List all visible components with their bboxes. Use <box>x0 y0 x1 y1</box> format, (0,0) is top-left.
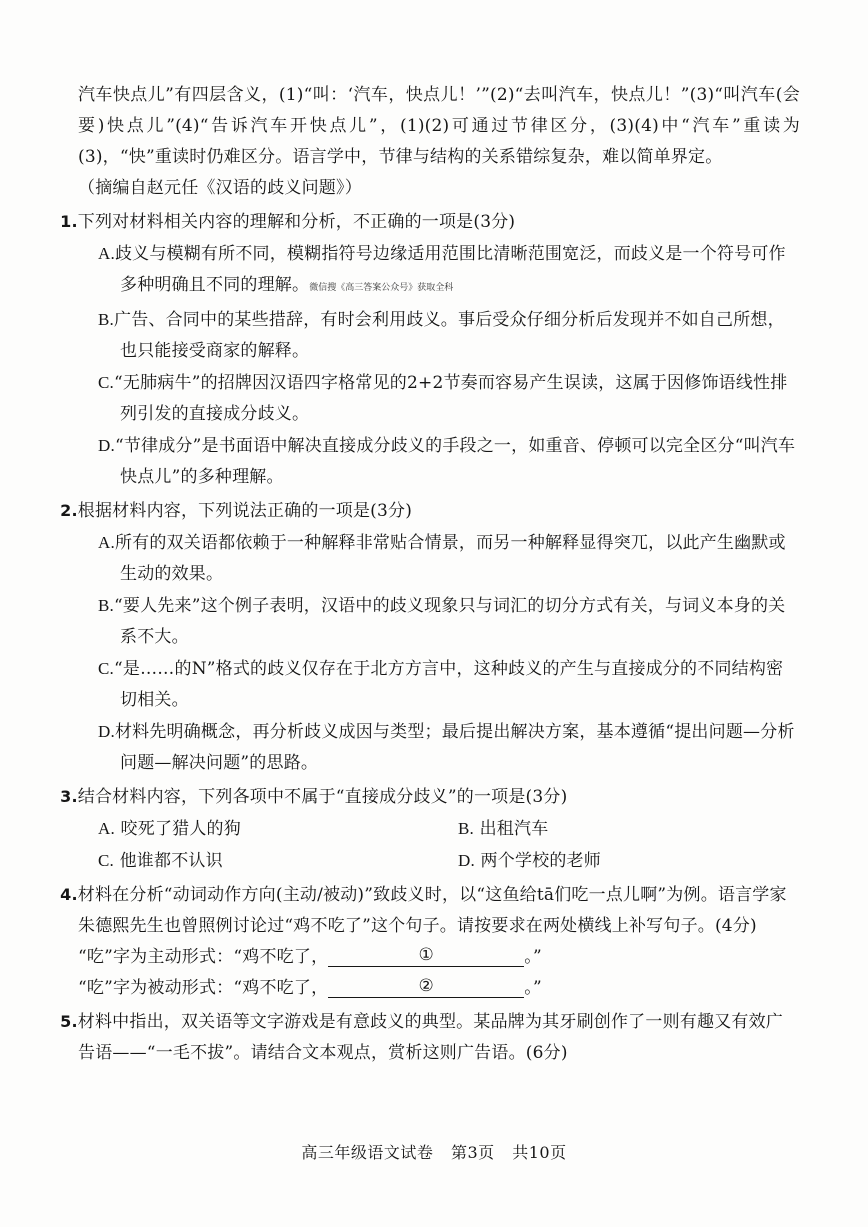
question-4 <box>60 879 800 1004</box>
question-2-option-b: B.“要人先来”这个例子表明，汉语中的歧义现象只与词汇的切分方式有关，与词义本身的关系不大。 <box>98 596 786 647</box>
answer-blank-1[interactable]: ① <box>328 944 524 967</box>
question-3-number: 3. <box>60 787 78 806</box>
question-1-number: 1. <box>60 212 78 231</box>
question-2-option-a: A.所有的双关语都依赖于一种解释非常贴合情景，而另一种解释显得突兀，以此产生幽默或生动的效果。 <box>98 533 786 584</box>
question-2-option-d: D.材料先明确概念，再分析歧义成因与类型；最后提出解决方案，基本遵循“提出问题—分析问题—解决问题”的思路。 <box>98 722 795 773</box>
footer-title: 高三年级语文试卷 <box>301 1143 434 1162</box>
question-3-option-b: B. 出租汽车 <box>458 819 549 839</box>
question-1-text: 下列对材料相关内容的理解和分析，不正确的一项是(3分) <box>77 212 516 232</box>
question-4-stem <box>60 879 800 942</box>
page-footer <box>0 1140 868 1163</box>
question-5-stem <box>60 1006 800 1069</box>
question-5-text: 材料中指出，双关语等文字游戏是有意歧义的典型。某品牌为其牙刷创作了一则有趣又有效广告语——“一毛不拔”。请结合文本观点，赏析这则广告语。(6分) <box>77 1012 783 1063</box>
question-5 <box>60 1006 800 1069</box>
question-3-option-a: A. 咬死了猎人的狗 <box>98 819 241 839</box>
question-1-option-b: B.广告、合同中的某些措辞，有时会利用歧义。事后受众仔细分析后发现并不如自己所想，也只能接受商家的解释。 <box>98 310 785 361</box>
question-4-number: 4. <box>60 885 78 904</box>
question-4-blank-line-2: “吃”字为被动形式：“鸡不吃了， ② 。” <box>78 976 542 998</box>
passage-source: （摘编自赵元任《汉语的歧义问题》） <box>78 178 362 198</box>
question-2 <box>60 495 800 779</box>
question-3-options <box>78 813 800 877</box>
question-3-option-d: D. 两个学校的老师 <box>458 851 601 871</box>
footer-total-pages: 共10页 <box>512 1143 567 1162</box>
question-3-stem <box>60 781 800 813</box>
answer-blank-2[interactable]: ② <box>328 975 524 998</box>
question-3-text: 结合材料内容，下列各项中不属于“直接成分歧义”的一项是(3分) <box>77 787 568 807</box>
question-1 <box>60 206 800 493</box>
question-2-stem <box>60 495 800 527</box>
question-3-option-c: C. 他谁都不认识 <box>98 851 223 871</box>
footer-page-number: 第3页 <box>450 1143 495 1162</box>
question-2-option-c: C.“是……的N”格式的歧义仅存在于北方方言中，这种歧义的产生与直接成分的不同结构密切相关。 <box>98 659 784 710</box>
question-4-text: 材料在分析“动词动作方向(主动/被动)”致歧义时，以“这鱼给tā们吃一点儿啊”为例。语言学家朱德熙先生也曾照例讨论过“鸡不吃了”这个句子。请按要求在两处横线上补写句子。(4分) <box>77 885 787 936</box>
question-4-blank-line-1: “吃”字为主动形式：“鸡不吃了， ① 。” <box>78 945 542 967</box>
passage-text: 汽车快点儿”有四层含义，(1)“叫：‘汽车，快点儿！’”(2)“去叫汽车，快点儿！”(3)“叫汽车(会要)快点儿”(4)“告诉汽车开快点儿”，(1)(2)可通过节律区分，(3)(4)中“汽车”重读为(3)，“快”重读时仍难区分。语言学中，节律与结构的关系错综复杂，难以简单界定。 <box>78 85 800 167</box>
passage <box>78 80 800 204</box>
question-2-text: 根据材料内容，下列说法正确的一项是(3分) <box>77 501 413 521</box>
question-3 <box>60 781 800 877</box>
page-content <box>60 80 800 1069</box>
question-1-stem <box>60 206 800 238</box>
question-1-option-a: A.歧义与模糊有所不同，模糊指符号边缘适用范围比清晰范围宽泛，而歧义是一个符号可作多种明确且不同的理解。微信搜《高三答案公众号》获取全科 <box>98 244 786 295</box>
question-2-number: 2. <box>60 501 78 520</box>
question-1-option-c: C.“无肺病牛”的招牌因汉语四字格常见的2+2节奏而容易产生误读，这属于因修饰语线性排列引发的直接成分歧义。 <box>98 373 788 424</box>
question-1-option-d: D.“节律成分”是书面语中解决直接成分歧义的手段之一，如重音、停顿可以完全区分“叫汽车快点儿”的多种理解。 <box>98 436 796 487</box>
question-5-number: 5. <box>60 1012 78 1031</box>
watermark-note: 微信搜《高三答案公众号》获取全科 <box>309 283 454 293</box>
